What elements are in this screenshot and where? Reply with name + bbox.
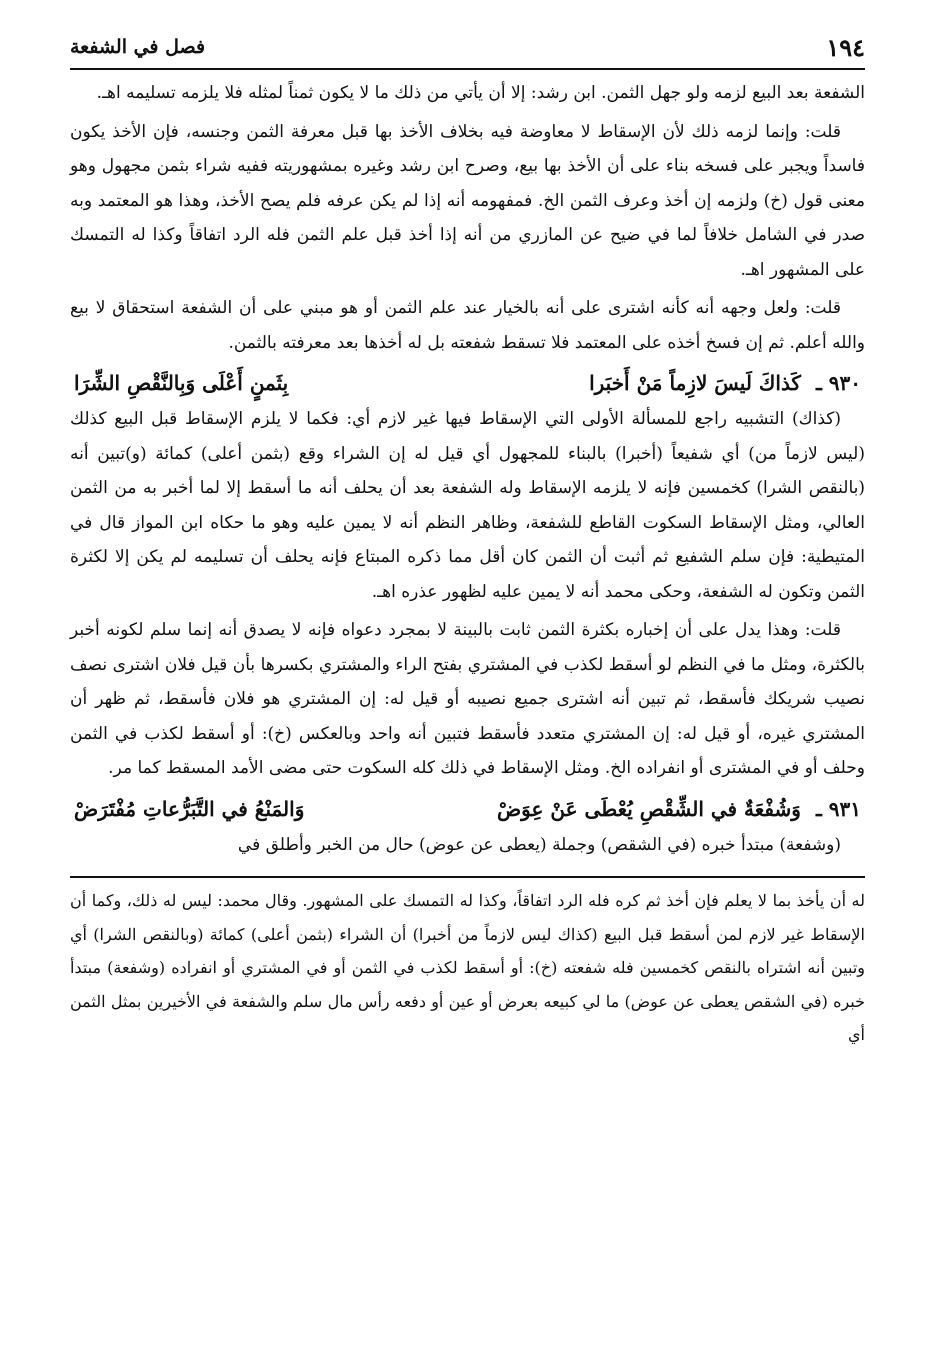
verse-number: ٩٣٠ ـ xyxy=(815,371,861,395)
commentary-paragraph: (وشفعة) مبتدأ خبره (في الشقص) وجملة (يعطى عن عوض) حال من الخبر وأطلق في xyxy=(237,834,841,855)
page-header xyxy=(70,28,865,66)
footnote: له أن يأخذ بما لا يعلم فإن أخذ ثم كره فله الرد اتفاقاً، وكذا له التمسك على المشهور. وقال محمد: ليس له ذلك، وكما أن الإسقاط غير لازم لمن أسقط قبل البيع (كذاك ليس لازماً من أخبرا) أن الشراء (بثمن أعلى) كمائة (وبالنقص الشرا) أي وتبين أنه اشتراه بالنقص كخمسين فله شفعته (خ): أو أسقط لكذب في الثمن أو في المشتري أو انفراده (وشفعة) مبتدأ خبره (في الشقص يعطى عن عوض) ما لي كبيعه بعرض أو عين أو دفعه رأس مال سلم والشفعة في الأخيرين بمثل الثمن أي xyxy=(70,891,865,1044)
main-text xyxy=(70,76,865,862)
commentary-paragraph: (كذاك) التشبيه راجع للمسألة الأولى التي الإسقاط فيها غير لازم أي: فكما لا يلزم الإسقاط قبل البيع كذلك (ليس لازماً من) أي شفيعاً (أخبرا) بالبناء للمجهول أي قيل له إن الشراء وقع (بثمن أعلى) كمائة (و)تبين أنه (بالنقص الشرا) كخمسين فإنه لا يلزمه الإسقاط وله الشفعة بعد أن يحلف أنه ما أسقط إلا لما أخبر به من الثمن العالي، ومثل الإسقاط السكوت القاطع للشفعة، وظاهر النظم أنه لا يمين عليه وهو ما حكاه ابن المواز قال في المتيطية: فإن سلم الشفيع ثم أثبت أن الثمن كان أقل مما ذكره المبتاع فإنه يحلف أن تسليمه لم يكن إلا لكثرة الثمن وتكون له الشفعة، وحكى محمد أنه لا يمين عليه لظهور عذره اهـ. xyxy=(70,409,865,602)
paragraph: قلت: ولعل وجهه أنه كأنه اشترى على أنه بالخيار عند علم الثمن أو هو مبني على أن الشفعة استحقاق لا بيع والله أعلم. ثم إن فسخ أخذه على المعتمد فلا تسقط شفعته بل له أخذها بعد معرفته بالثمن. xyxy=(70,298,865,353)
verse-hemistich-2: وَالمَنْعُ في التَّبَرُّعاتِ مُفْتَرَضْ xyxy=(74,796,305,821)
running-title: فصل في الشفعة xyxy=(70,36,206,58)
paragraph: الشفعة بعد البيع لزمه ولو جهل الثمن. ابن رشد: إلا أن يأتي من ذلك ما لا يكون ثمناً لمثله فلا يلزمه تسليمه اهـ. xyxy=(96,83,865,103)
verse-hemistich-2: بِثَمنٍ أَعْلَى وَبِالنَّقْصِ الشِّرَا xyxy=(74,371,289,395)
verse-hemistich-1: وَشُفْعَةٌ في الشِّقْصِ يُعْطَى عَنْ عِوَضْ xyxy=(497,796,801,821)
page-number: ١٩٤ xyxy=(826,32,865,62)
verse-930 xyxy=(70,364,865,402)
header-rule xyxy=(70,68,865,70)
footnote-rule xyxy=(70,876,865,878)
verse-number: ٩٣١ ـ xyxy=(815,796,861,821)
commentary-paragraph: قلت: وهذا يدل على أن إخباره بكثرة الثمن ثابت بالبينة لا بمجرد دعواه فإنه لا يصدق أنه إنما سلم لكونه أخبر بالكثرة، ومثل ما في النظم لو أسقط لكذب في المشتري بفتح الراء والمشتري بكسرها بأن قيل فلان اشترى نصف نصيب شريكك فأسقط، ثم تبين أنه اشترى جميع نصيبه أو قيل له: إن المشتري هو فلان فأسقط، ثم ظهر أن المشتري غيره، أو قيل له: إن المشتري متعدد فأسقط فتبين أنه واحد وبالعكس (خ): أو أسقط لكذب في الثمن وحلف أو في المشترى أو انفراده الخ. ومثل الإسقاط في ذلك كله السكوت حتى مضى الأمد المسقط كما مر. xyxy=(70,620,865,778)
verse-931 xyxy=(70,790,865,828)
verse-hemistich-1: كَذاكَ لَيسَ لازِماً مَنْ أَخبَرا xyxy=(589,371,801,395)
paragraph: قلت: وإنما لزمه ذلك لأن الإسقاط لا معاوضة فيه بخلاف الأخذ بها قبل معرفة الثمن وجنسه، فإن الأخذ يكون فاسداً ويجبر على فسخه بناء على أن الأخذ بها بيع، وصرح ابن رشد وغيره بمشهوريته ففيه شراء بثمن مجهول وهو معنى قول (خ) ولزمه إن أخذ وعرف الثمن الخ. فمفهومه أنه إذا لم يكن عرفه فلم يصح الأخذ، وهذا هو المعتمد وبه صدر في الشامل خلافاً لما في ضيح عن المازري من أنه إذا أخذ قبل علم الثمن فله الرد اتفاقاً وكذا له التمسك على المشهور اهـ. xyxy=(70,121,865,280)
